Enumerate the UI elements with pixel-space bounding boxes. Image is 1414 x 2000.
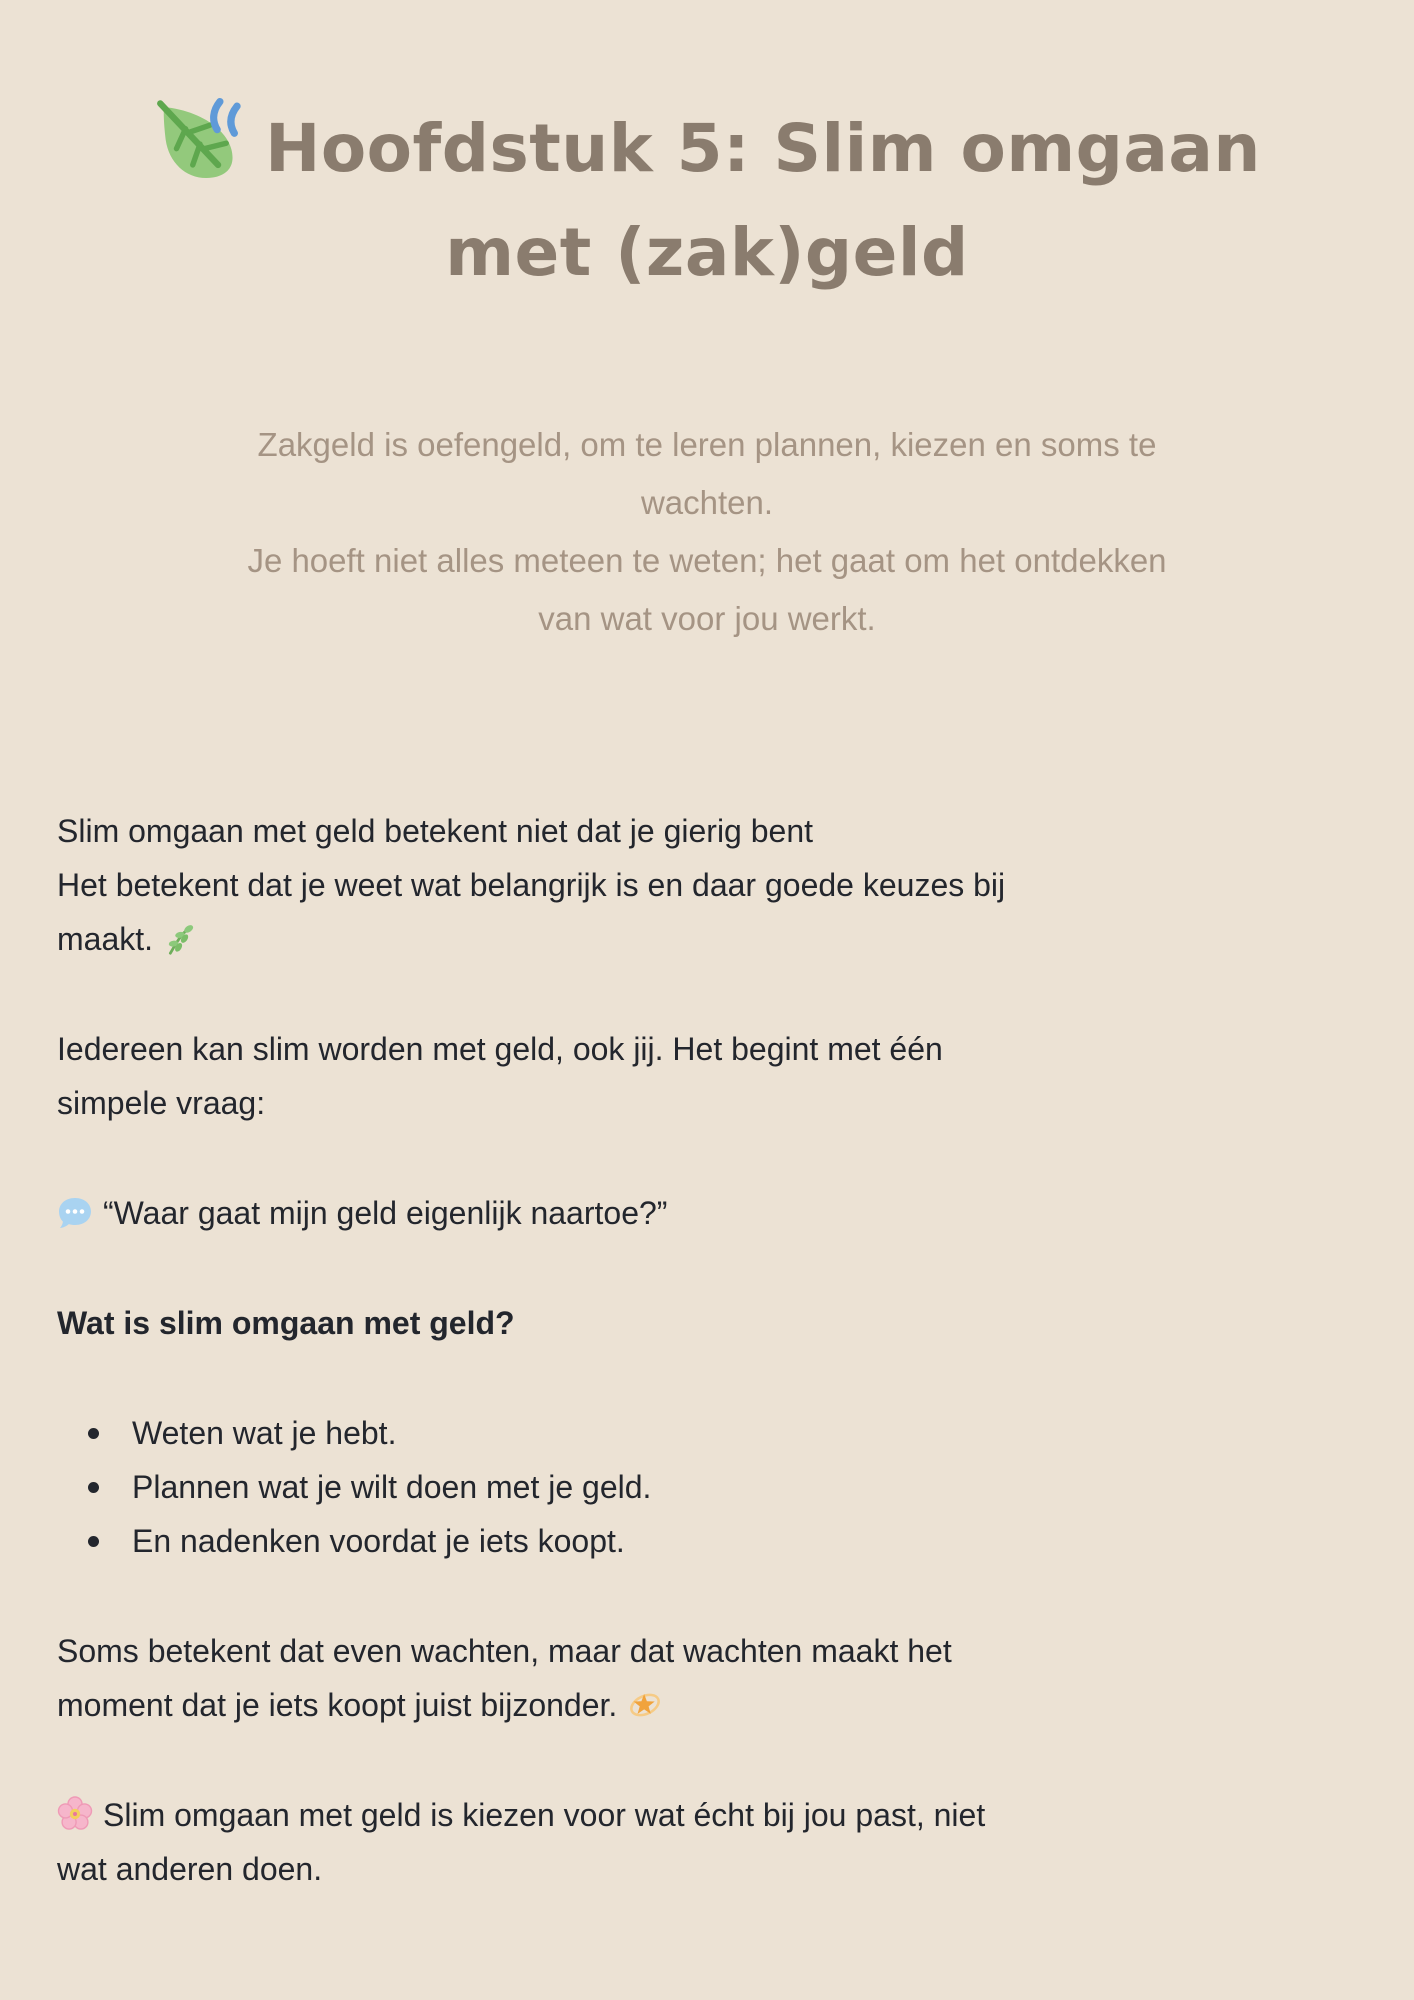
dizzy-star-icon [617, 1688, 663, 1722]
text-line: Soms betekent dat even wachten, maar dat wachten maakt het [57, 1632, 952, 1669]
intro-line: Zakgeld is oefengeld, om te leren plannen, kiezen en soms te [257, 425, 1157, 463]
bullet-list [57, 1406, 1357, 1568]
list-item: En nadenken voordat je iets koopt. [57, 1514, 1357, 1568]
intro-line: wachten. [640, 483, 774, 521]
intro-text [40, 416, 1374, 648]
herb-icon [153, 923, 196, 956]
title-line-1 [30, 96, 1384, 201]
text-fragment: maakt. [57, 920, 154, 957]
title-line-2: met (zak)geld [445, 214, 969, 292]
text-line [57, 1788, 1357, 1842]
text-line: wat anderen doen. [57, 1850, 323, 1887]
text-line [57, 1678, 1357, 1732]
title-text-line1: Hoofdstuk 5: Slim omgaan [265, 110, 1261, 187]
cherry-blossom-icon [57, 1796, 103, 1832]
text-line: Slim omgaan met geld betekent niet dat je gierig bent [57, 812, 814, 849]
paragraph-4 [57, 1624, 1357, 1732]
section-heading: Wat is slim omgaan met geld? [57, 1304, 515, 1341]
text-line [57, 912, 1357, 966]
intro-line: Je hoeft niet alles meteen te weten; het gaat om het ontdekken [247, 541, 1167, 579]
quote-text: “Waar gaat mijn geld eigenlijk naartoe?” [103, 1194, 668, 1231]
text-line: Iedereen kan slim worden met geld, ook jij. Het begint met één [57, 1030, 943, 1067]
text-line [57, 1186, 1357, 1240]
text-fragment: Slim omgaan met geld is kiezen voor wat écht bij jou past, niet [103, 1796, 986, 1833]
text-fragment: moment dat je iets koopt juist bijzonder. [57, 1686, 618, 1723]
list-item: Plannen wat je wilt doen met je geld. [57, 1460, 1357, 1514]
leaf-fluttering-in-wind-icon [153, 96, 265, 185]
paragraph-5 [57, 1788, 1357, 1896]
quote-paragraph [57, 1186, 1357, 1240]
paragraph-2 [57, 1022, 1357, 1130]
list-item: Weten wat je hebt. [57, 1406, 1357, 1460]
text-line: Het betekent dat je weet wat belangrijk is en daar goede keuzes bij [57, 866, 1006, 903]
paragraph-1 [57, 804, 1357, 966]
text-line: simpele vraag: [57, 1084, 266, 1121]
speech-balloon-icon [57, 1196, 103, 1230]
intro-line: van wat voor jou werkt. [538, 599, 876, 637]
page-title [30, 96, 1384, 306]
body-content [57, 804, 1357, 1896]
